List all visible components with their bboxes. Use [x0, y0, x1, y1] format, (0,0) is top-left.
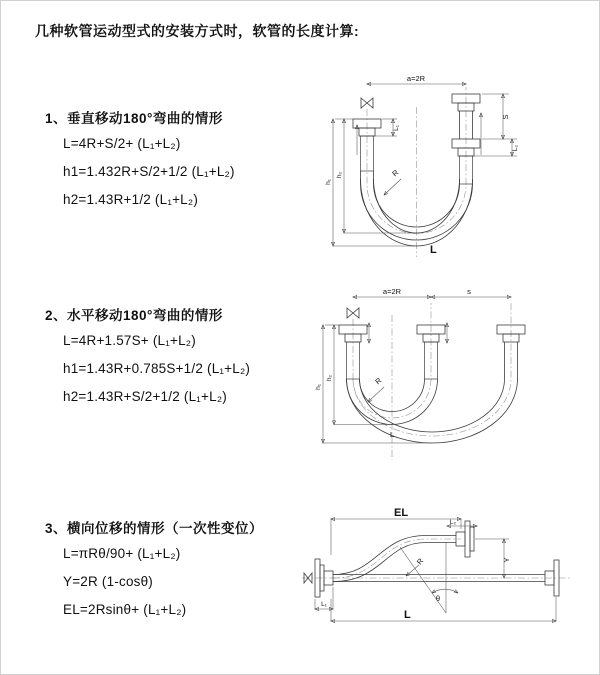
dim-label-r: R — [390, 167, 401, 179]
dim-label-theta: θ — [435, 594, 441, 603]
formula-line: h2=1.43R+1/2 (L₁+L₂) — [63, 192, 199, 207]
dim-label-l: L — [390, 430, 395, 439]
section-3 — [45, 517, 264, 617]
angle-construction — [400, 542, 458, 613]
formula-line: L=4R+S/2+ (L₁+L₂) — [63, 136, 181, 151]
dim-label-s: S — [501, 114, 510, 120]
dim-label-a2r: a=2R — [406, 74, 426, 83]
section-1-heading: 1、垂直移动180°弯曲的情形 — [45, 111, 223, 126]
formula-line: h2=1.43R+S/2+1/2 (L₁+L₂) — [63, 389, 227, 404]
dim-label-h2: h₂ — [326, 374, 333, 382]
formula-line: L=4R+1.57S+ (L₁+L₂) — [63, 333, 196, 348]
hose-arcs — [347, 379, 518, 443]
dim-label-l1: L₁ — [321, 601, 327, 608]
section-2-heading: 2、水平移动180°弯曲的情形 — [45, 308, 223, 323]
dim-label-a2r: a=2R — [382, 287, 402, 296]
dim-label-s: s — [467, 287, 471, 296]
dimension-labels — [321, 507, 511, 621]
dim-label-r: R — [414, 556, 426, 567]
diagram-2-horizontal-180-bend — [311, 285, 556, 467]
dim-label-h2: h₂ — [336, 171, 343, 179]
formula-line: h1=1.43R+0.785S+1/2 (L₁+L₂) — [63, 361, 251, 376]
dim-label-el: EL — [394, 507, 409, 519]
valve-icon — [347, 308, 359, 318]
dim-label-y: Y — [502, 557, 511, 563]
dimension-lines — [315, 519, 556, 621]
dim-label-l1: L₁ — [393, 125, 400, 131]
formula-line: EL=2Rsinθ+ (L₁+L₂) — [63, 602, 187, 617]
dimension-labels — [325, 74, 519, 256]
formula-line: h1=1.432R+S/2+1/2 (L₁+L₂) — [63, 164, 235, 179]
section-1 — [45, 107, 235, 207]
diagram-3-lateral-displacement — [299, 497, 599, 651]
dim-label-r: R — [373, 375, 384, 387]
centerlines — [302, 539, 571, 578]
dim-label-h1: h₁ — [315, 384, 322, 390]
section-2 — [45, 304, 251, 404]
valve-icon — [361, 98, 373, 108]
dim-label-l: L — [430, 244, 437, 256]
formula-line: Y=2R (1-cosθ) — [63, 574, 154, 589]
formula-line: L=πRθ/90+ (L₁+L₂) — [63, 546, 181, 561]
dim-label-l2: L₂ — [512, 144, 519, 152]
diagram-1-vertical-180-bend — [311, 69, 556, 263]
dim-label-l: L — [404, 609, 411, 621]
dim-label-l2: L₂ — [449, 519, 457, 526]
dim-label-h1: h₁ — [325, 179, 332, 185]
section-3-heading: 3、横向位移的情形（一次性变位） — [45, 521, 264, 536]
dimension-lines — [323, 297, 511, 443]
page-title: 几种软管运动型式的安装方式时，软管的长度计算: — [35, 23, 360, 39]
dimension-labels — [315, 287, 471, 439]
